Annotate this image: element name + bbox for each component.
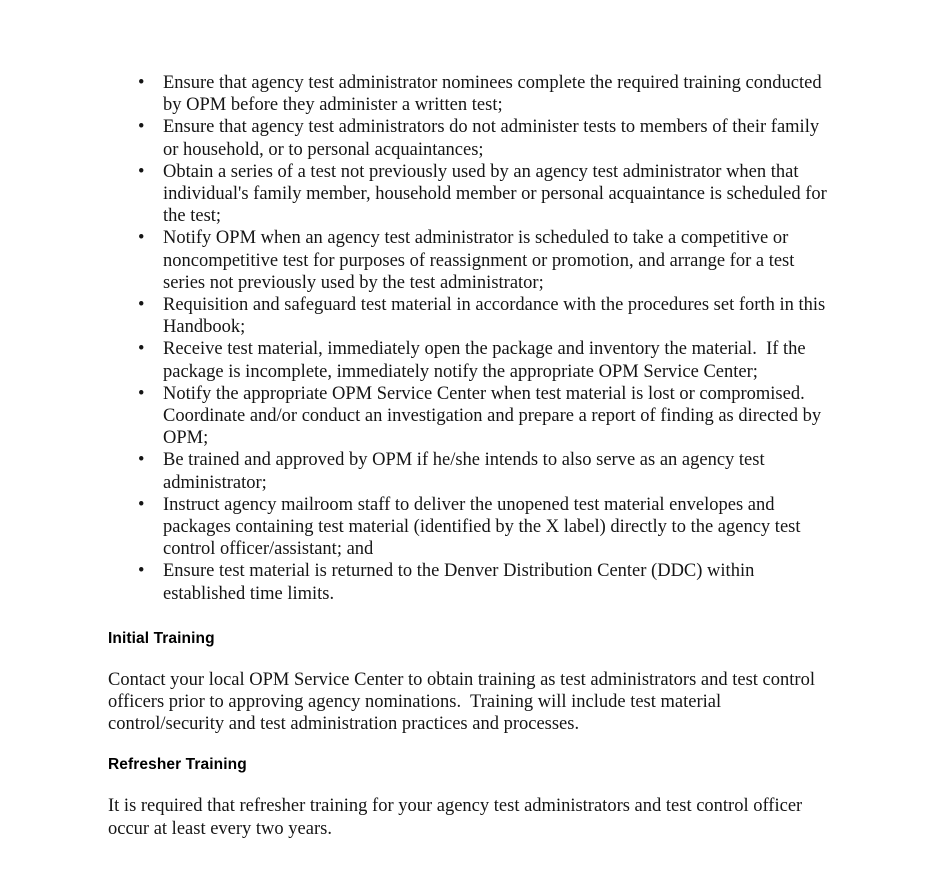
list-item [108,161,830,228]
list-item-text: Instruct agency mailroom staff to deliver the unopened test material envelopes and packages containing test material (identified by the X label) directly to the agency test control officer/assistant; and [163,494,806,560]
bullet-icon: • [138,561,145,582]
spacer [108,649,830,669]
bullet-icon: • [138,161,145,182]
list-item [108,494,830,561]
list-item-text: Be trained and approved by OPM if he/she intends to also serve as an agency test administrator; [163,450,770,493]
section-heading: Initial Training [108,629,215,647]
document-content [108,72,830,840]
section-refresher-training [108,755,830,839]
section-paragraph: Contact your local OPM Service Center to obtain training as test administrators and test control officers prior to approving agency nominations. Training will include test material control/security and test administration practices and processes. [108,669,820,735]
list-item-text: Receive test material, immediately open the package and inventory the material. If the package is incomplete, immediately notify the appropriate OPM Service Center; [163,339,811,382]
section-initial-training [108,629,830,736]
bullet-icon: • [138,494,145,515]
duties-list [108,72,830,605]
list-item-text: Notify OPM when an agency test administrator is scheduled to take a competitive or noncompetitive test for purposes of reassignment or promotion, and arrange for a test series not previously used by the test administrator; [163,228,800,293]
list-item [108,294,830,338]
list-item [108,560,830,604]
list-item [108,227,830,294]
bullet-icon: • [138,117,145,138]
list-item [108,116,830,160]
section-heading: Refresher Training [108,756,247,774]
spacer [108,775,830,795]
bullet-icon: • [138,228,145,249]
spacer [108,605,830,629]
section-paragraph: It is required that refresher training for your agency test administrators and test control officer occur at least every two years. [108,796,807,839]
list-item-text: Requisition and safeguard test material in accordance with the procedures set forth in this Handbook; [163,295,830,338]
list-item [108,383,830,450]
list-item [108,449,830,493]
list-item-text: Ensure that agency test administrators do not administer tests to members of their family or household, or to personal acquaintances; [163,117,824,160]
list-item-text: Ensure that agency test administrator nominees complete the required training conducted by OPM before they administer a written test; [163,73,827,116]
bullet-icon: • [138,339,145,360]
list-item-text: Ensure test material is returned to the Denver Distribution Center (DDC) within established time limits. [163,561,759,604]
list-item [108,72,830,116]
spacer [108,735,830,755]
list-item [108,338,830,382]
bullet-icon: • [138,450,145,471]
list-item-text: Notify the appropriate OPM Service Center when test material is lost or compromised. Coordinate and/or conduct an investigation and prepare a report of finding as directed by OPM; [163,383,826,449]
bullet-icon: • [138,73,145,93]
bullet-icon: • [138,295,145,316]
list-item-text: Obtain a series of a test not previously used by an agency test administrator when that individual's family member, household member or personal acquaintance is scheduled for the test; [163,161,832,227]
bullet-icon: • [138,383,145,404]
